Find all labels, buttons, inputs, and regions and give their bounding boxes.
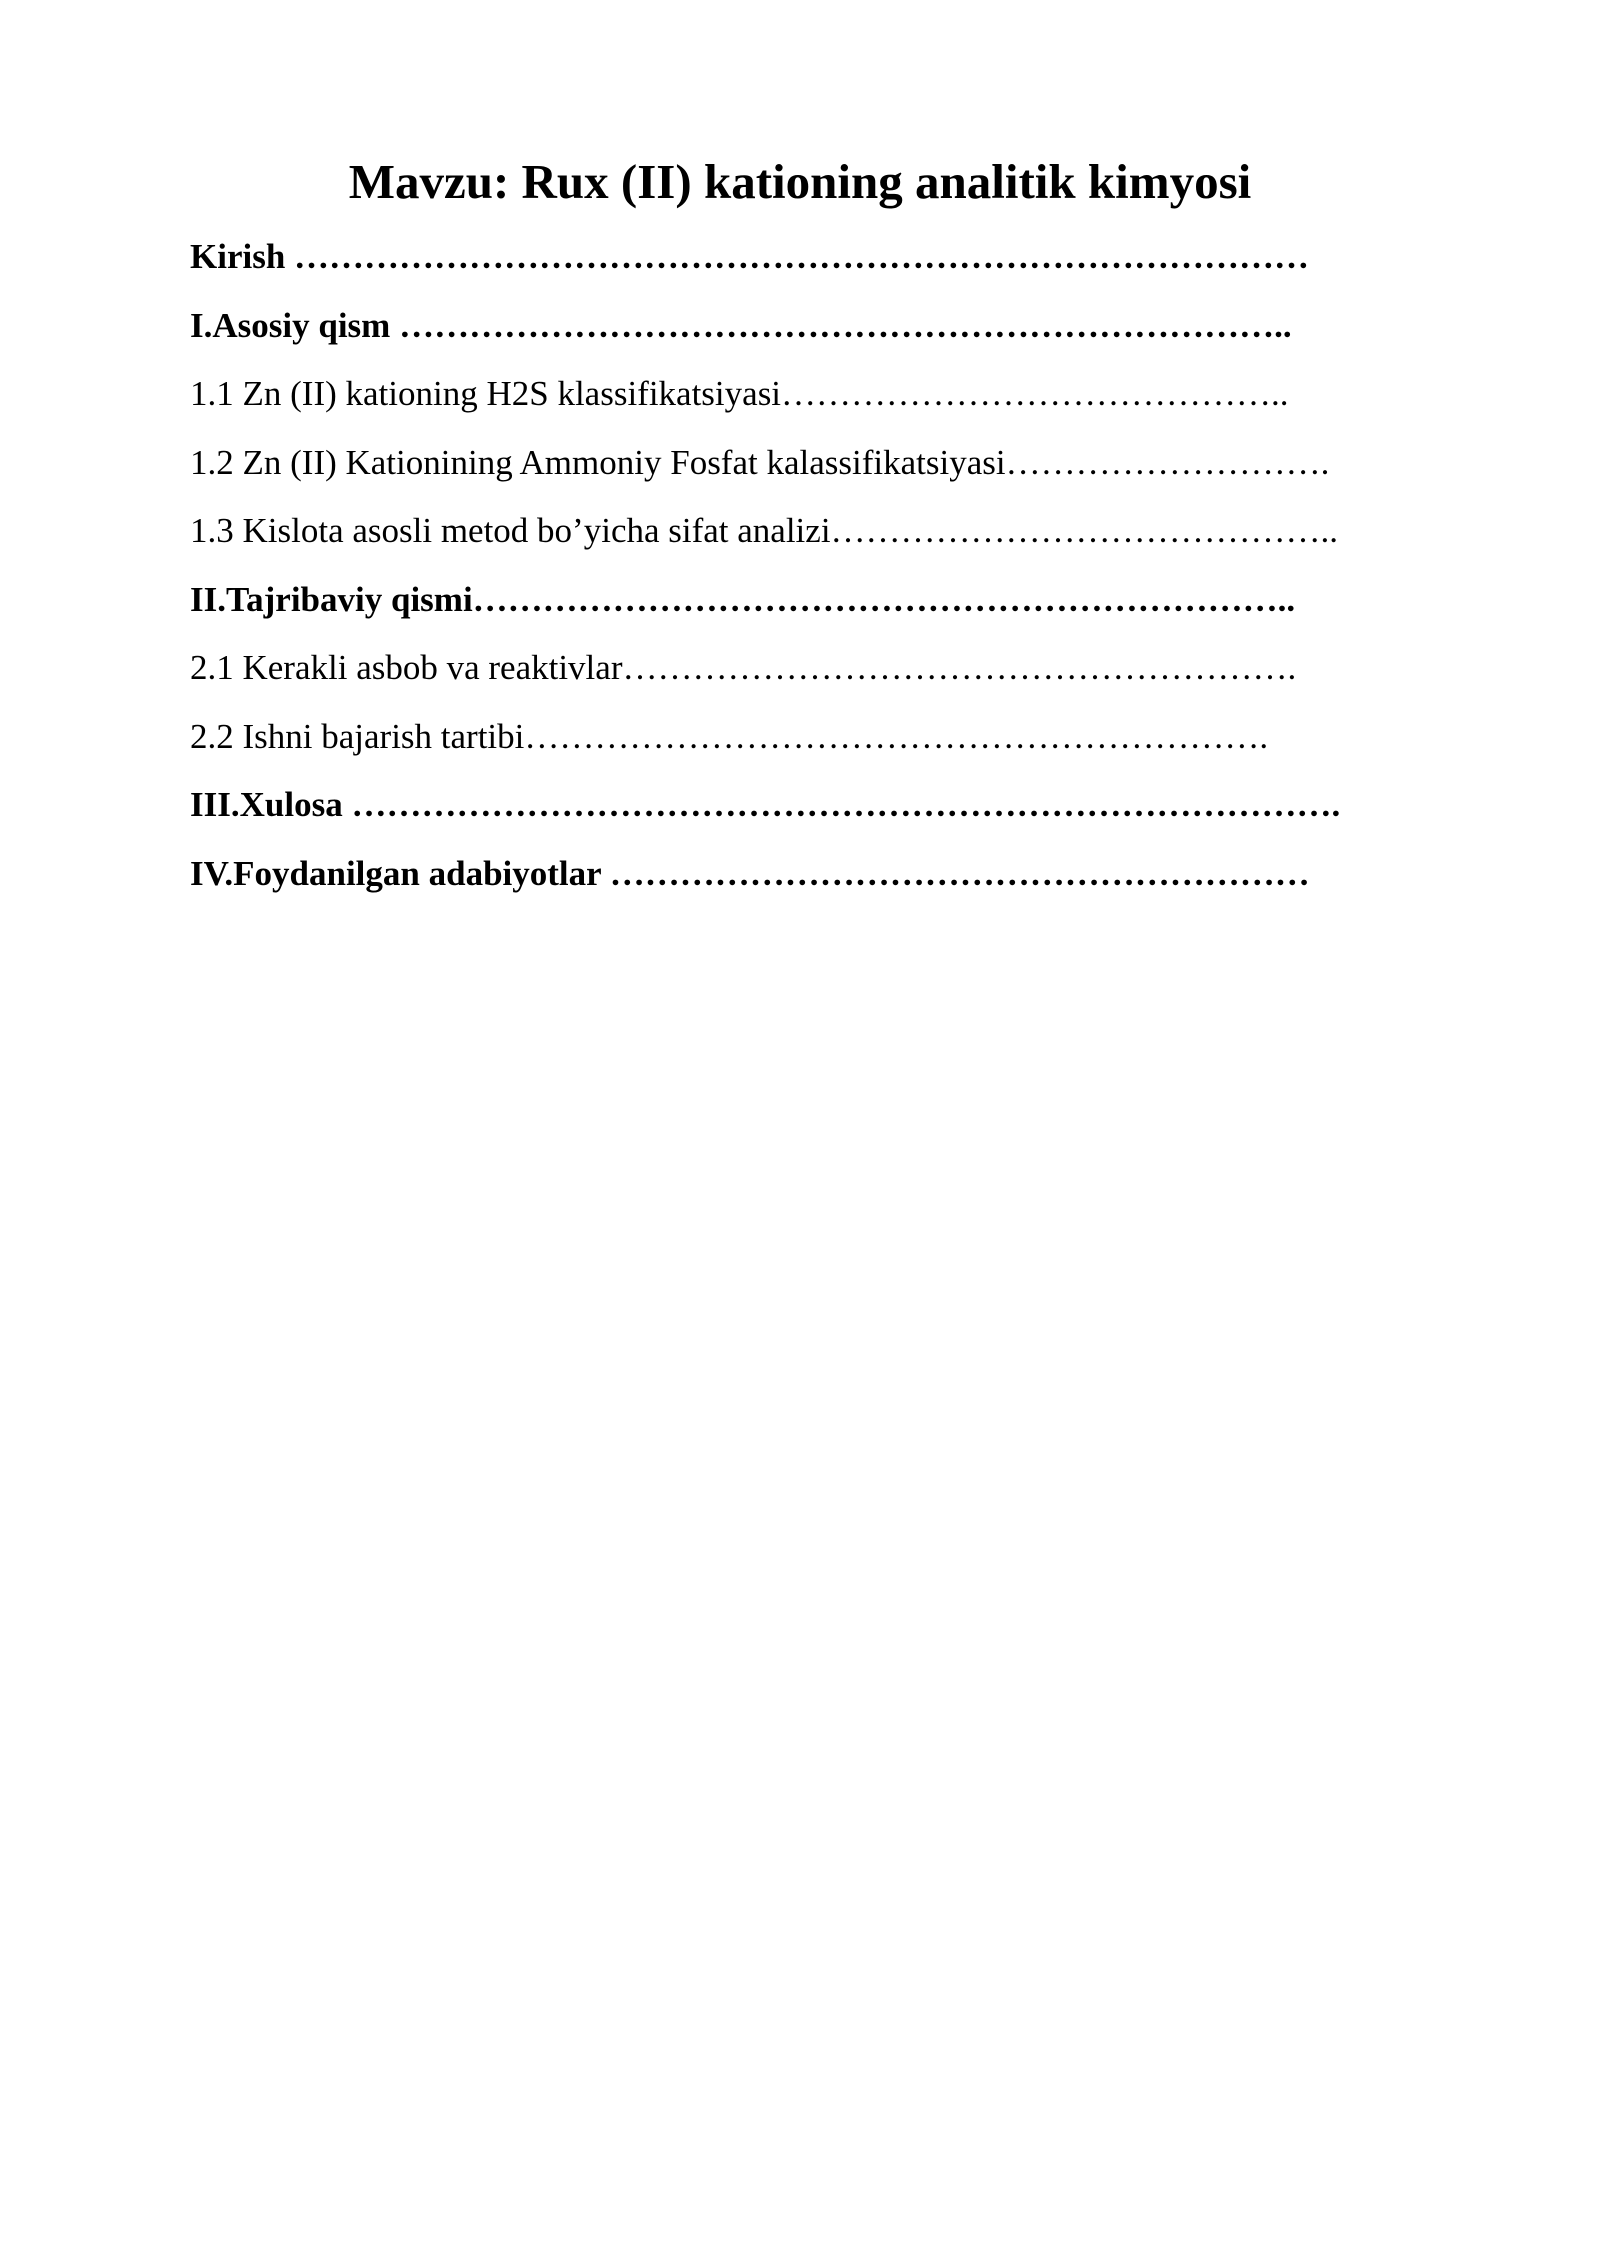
- toc-item-label: II.Tajribaviy qismi: [190, 579, 473, 619]
- toc-item-leader: ……………………………………………………………..: [472, 579, 1296, 619]
- toc-item-label: 2.2 Ishni bajarish tartibi: [190, 716, 525, 756]
- toc-item-label: 2.1 Kerakli asbob va reaktivlar: [190, 648, 623, 687]
- toc-item-leader: ……………………………………..: [781, 374, 1289, 413]
- toc-item-label: 1.2 Zn (II) Kationining Ammoniy Fosfat kalassifikatsiyasi: [190, 442, 1006, 482]
- toc-item-1-2: [190, 438, 1490, 507]
- toc-item-leader: ……………………………………………………………………………: [294, 237, 1310, 276]
- toc-item-label: I.Asosiy qism: [190, 305, 400, 345]
- toc-item-label: III.Xulosa: [190, 785, 352, 824]
- toc-item-xulosa: [190, 780, 1490, 849]
- toc-item-leader: ……………………….: [1005, 442, 1330, 482]
- toc-item-2-2: [190, 712, 1490, 781]
- document-title: Mavzu: Rux (II) kationing analitik kimyosi: [348, 154, 1252, 209]
- toc-item-leader: ………………………………………………………………………….: [351, 785, 1341, 824]
- table-of-contents: [190, 232, 1490, 917]
- toc-item-leader: ………………………………………………….: [622, 648, 1297, 687]
- toc-item-tajribaviy-qismi: [190, 575, 1490, 644]
- toc-item-1-1: [190, 369, 1490, 438]
- toc-item-leader: …………………………………………………………………..: [399, 305, 1292, 345]
- toc-item-label: 1.1 Zn (II) kationing H2S klassifikatsiyasi: [190, 374, 782, 413]
- toc-item-leader: ……………………………………..: [830, 511, 1339, 550]
- toc-item-asosiy-qism: [190, 301, 1490, 370]
- toc-item-kirish: [190, 232, 1490, 301]
- toc-item-leader: ……………………………………………………….: [524, 716, 1269, 756]
- toc-item-leader: ……………………………………………………: [609, 853, 1310, 893]
- toc-item-label: 1.3 Kislota asosli metod bo’yicha sifat analizi: [190, 511, 831, 550]
- toc-item-foydanilgan-adabiyotlar: [190, 849, 1490, 918]
- toc-item-label: Kirish: [190, 237, 295, 276]
- toc-item-1-3: [190, 506, 1490, 575]
- toc-item-label: IV.Foydanilgan adabiyotlar: [190, 853, 610, 893]
- toc-item-2-1: [190, 643, 1490, 712]
